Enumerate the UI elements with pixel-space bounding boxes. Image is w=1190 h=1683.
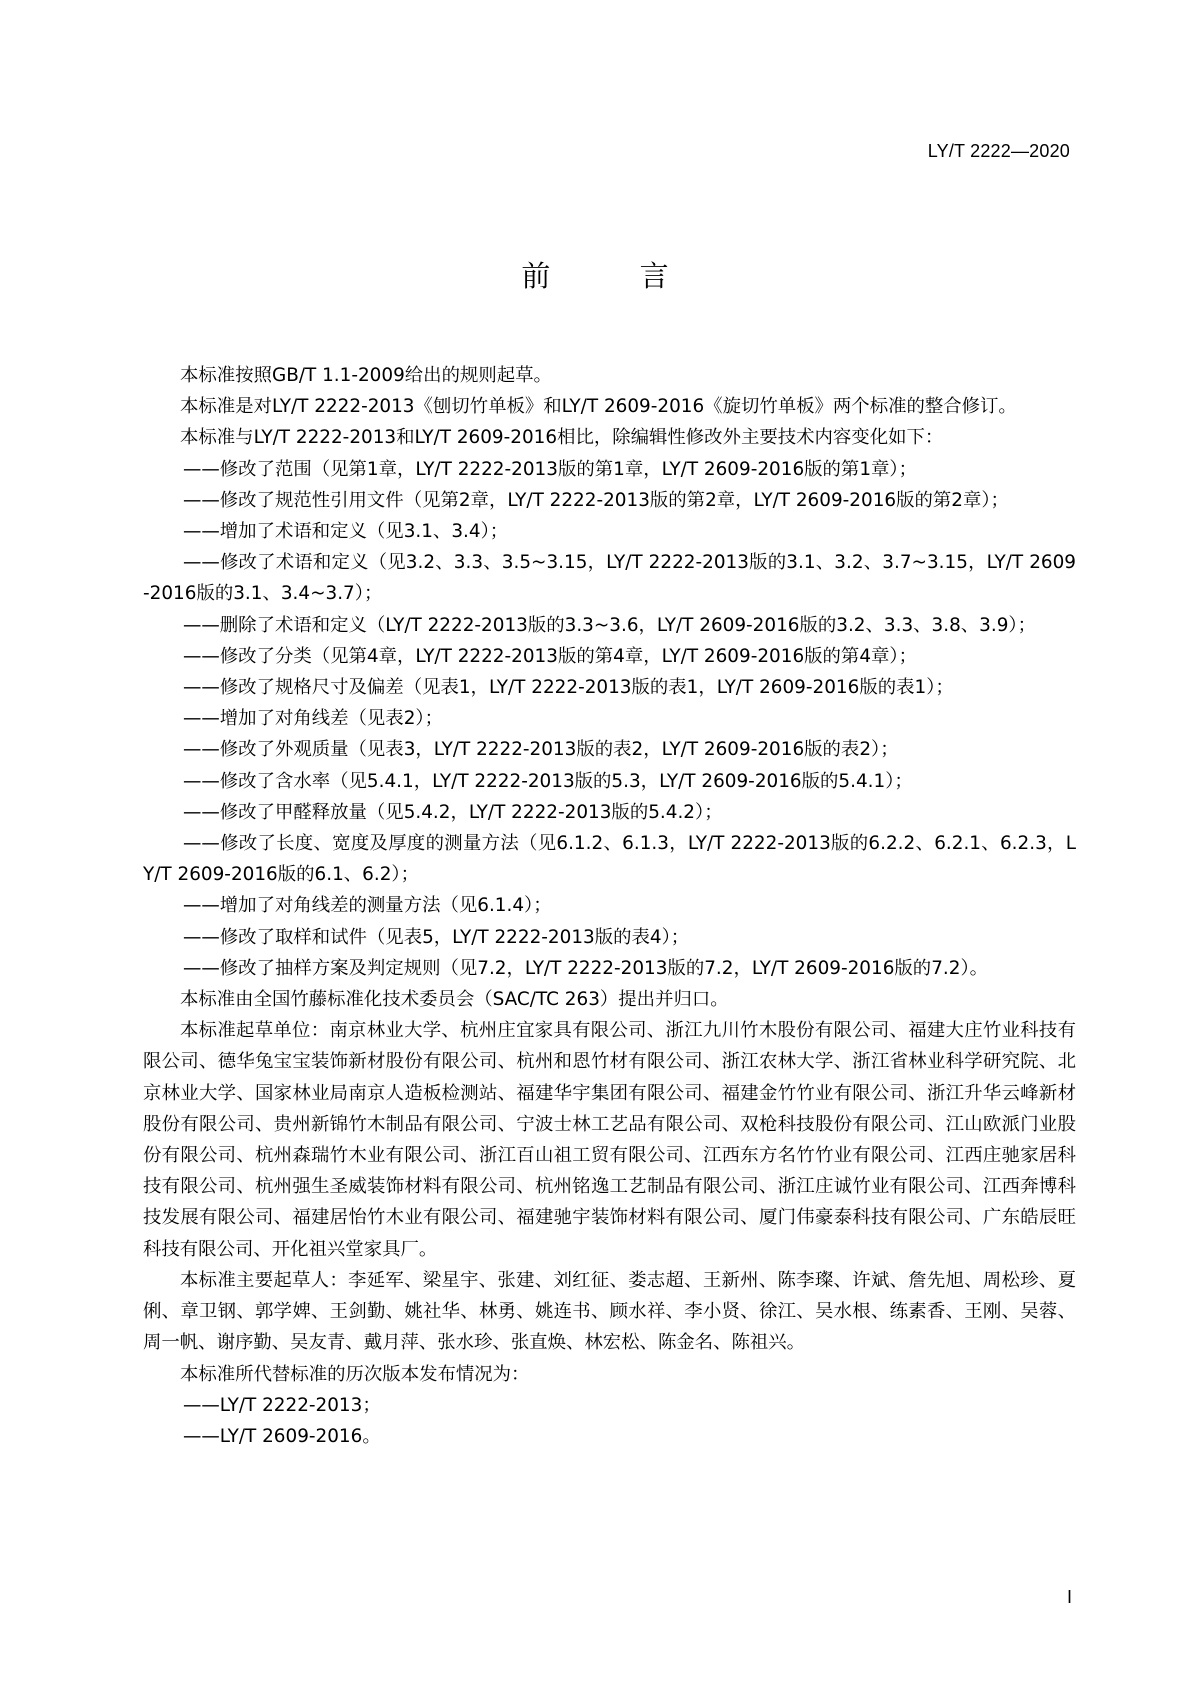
change-item: ——修改了范围（见第1章，LY/T 2222-2013版的第1章，LY/T 2609-2016版的第1章）； <box>183 458 917 480</box>
change-item: ——修改了分类（见第4章，LY/T 2222-2013版的第4章，LY/T 2609-2016版的第4章）； <box>183 645 917 667</box>
change-item: ——修改了术语和定义（见3.2、3.3、3.5~3.15，LY/T 2222-2013版的3.1、3.2、3.7~3.15，LY/T 2609-2016版的3.1、3.4~3.7）； <box>143 552 1076 605</box>
page-title: 前 言 <box>521 259 709 293</box>
previous-edition: ——LY/T 2609-2016。 <box>183 1425 381 1447</box>
paragraph: 本标准与LY/T 2222-2013和LY/T 2609-2016相比，除编辑性修改外主要技术内容变化如下： <box>180 427 944 449</box>
change-item: ——修改了外观质量（见表3，LY/T 2222-2013版的表2，LY/T 2609-2016版的表2）； <box>183 739 899 761</box>
change-item: ——修改了取样和试件（见表5，LY/T 2222-2013版的表4）； <box>183 926 690 948</box>
change-item: ——修改了含水率（见5.4.1，LY/T 2222-2013版的5.3，LY/T 2609-2016版的5.4.1）； <box>183 770 913 792</box>
change-item: ——增加了对角线差的测量方法（见6.1.4）； <box>183 895 552 917</box>
change-item: ——修改了长度、宽度及厚度的测量方法（见6.1.2、6.1.3，LY/T 2222-2013版的6.2.2、6.2.1、6.2.3，LY/T 2609-2016版的6.1、6.2）； <box>143 833 1076 886</box>
drafters: 本标准主要起草人：李延军、梁星宇、张建、刘红征、娄志超、王新州、陈李璨、许斌、詹先旭、周松珍、夏俐、章卫钢、郭学婢、王剑勤、姚社华、林勇、姚连书、顾水祥、李小贤、徐江、吴水根、练素香、王刚、吴蓉、周一帆、谢序勤、吴友青、戴月萍、张水珍、张直焕、林宏松、陈金名、陈祖兴。 <box>143 1269 1076 1354</box>
previous-edition: ——LY/T 2222-2013； <box>183 1394 381 1416</box>
change-item: ——删除了术语和定义（LY/T 2222-2013版的3.3~3.6，LY/T 2609-2016版的3.2、3.3、3.8、3.9）； <box>183 614 1037 636</box>
paragraph: 本标准按照GB/T 1.1-2009给出的规则起草。 <box>180 365 552 386</box>
paragraph: 本标准所代替标准的历次版本发布情况为： <box>180 1363 530 1385</box>
standard-number: LY/T 2222—2020 <box>927 141 1070 161</box>
change-item: ——增加了对角线差（见表2）； <box>183 708 443 730</box>
change-item: ——修改了规格尺寸及偏差（见表1，LY/T 2222-2013版的表1，LY/T 2609-2016版的表1）； <box>183 677 954 699</box>
page-number: I <box>1066 1587 1072 1607</box>
change-item: ——修改了规范性引用文件（见第2章，LY/T 2222-2013版的第2章，LY/T 2609-2016版的第2章）； <box>183 489 1009 511</box>
paragraph: 本标准是对LY/T 2222-2013《刨切竹单板》和LY/T 2609-2016《旋切竹单板》两个标准的整合修订。 <box>180 396 1017 418</box>
document-body <box>143 360 1076 1452</box>
drafting-units: 本标准起草单位：南京林业大学、杭州庄宜家具有限公司、浙江九川竹木股份有限公司、福建大庄竹业科技有限公司、德华兔宝宝装饰新材股份有限公司、杭州和恩竹材有限公司、浙江农林大学、浙江省林业科学研究院、北京林业大学、国家林业局南京人造板检测站、福建华宇集团有限公司、福建金竹竹业有限公司、浙江升华云峰新材股份有限公司、贵州新锦竹木制品有限公司、宁波士林工艺品有限公司、双枪科技股份有限公司、江山欧派门业股份有限公司、杭州森瑞竹木业有限公司、浙江百山祖工贸有限公司、江西东方名竹竹业有限公司、江西庄驰家居科技有限公司、杭州强生圣威装饰材料有限公司、杭州铭逸工艺制品有限公司、浙江庄诚竹业有限公司、江西奔博科技发展有限公司、福建居怡竹木业有限公司、福建驰宇装饰材料有限公司、厦门伟豪泰科技有限公司、广东皓辰旺科技有限公司、开化祖兴堂家具厂。 <box>143 1020 1076 1260</box>
change-item: ——修改了甲醛释放量（见5.4.2，LY/T 2222-2013版的5.4.2）； <box>183 801 723 823</box>
paragraph: 本标准由全国竹藤标准化技术委员会（SAC/TC 263）提出并归口。 <box>180 989 729 1011</box>
change-item: ——增加了术语和定义（见3.1、3.4）； <box>183 521 509 543</box>
change-item: ——修改了抽样方案及判定规则（见7.2，LY/T 2222-2013版的7.2，LY/T 2609-2016版的7.2）。 <box>183 957 989 979</box>
